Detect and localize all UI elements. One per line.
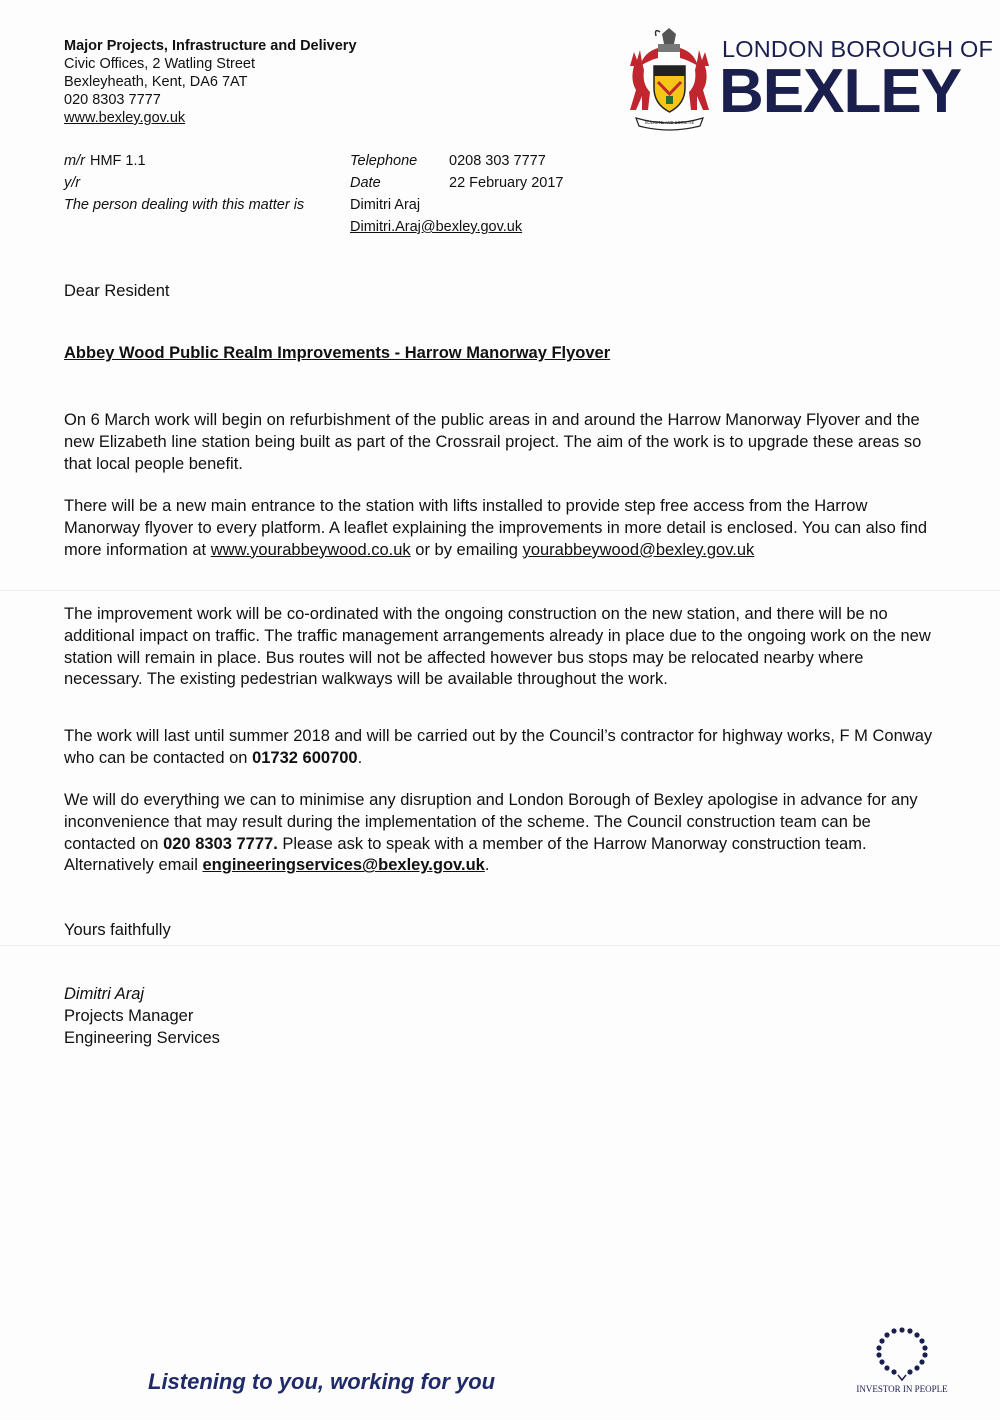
footer-slogan: Listening to you, working for you [148, 1369, 496, 1394]
ref-telephone-value: 0208 303 7777 [449, 153, 546, 169]
paragraph-3: The improvement work will be co-ordinated with the ongoing construction on the new station, and there will be no additional impact on traffic. The traffic management arrangements already in place due to the ongoing work on the new station will remain in place. Bus routes will not be affected however bus stops may be relocated nearby where necessary. The existing pedestrian walkways will be available throughout the work. [64, 605, 931, 689]
paragraph-4-text: The work will last until summer 2018 and will be carried out by the Council’s contractor for highway works, F M Conway who can be contacted on [64, 727, 933, 767]
logo-motto: SOLICITE AND SOCIETIE [644, 120, 695, 125]
logo-line-2: BEXLEY [719, 57, 962, 126]
ref-mr-label: m/r [64, 153, 85, 169]
sender-address-line: Civic Offices, 2 Watling Street [64, 56, 255, 72]
paragraph-4 [64, 726, 944, 770]
sender-address-line: Bexleyheath, Kent, DA6 7AT [64, 74, 248, 90]
paragraph-5-text: Please ask to speak with a member of the Harrow Manorway construction team. Alternatively email [64, 834, 867, 875]
paragraph-2-text: There will be a new main entrance to the station with lifts installed to provide step free access from the Harrow Manorway flyover to every platform. A leaflet explaining the improvements in more detail is enclosed. You can also find more information at [64, 497, 928, 559]
ref-date-label: Date [350, 175, 381, 191]
sender-website-link[interactable]: www.bexley.gov.uk [64, 110, 186, 126]
paragraph-5-end: . [484, 856, 490, 875]
salutation: Dear Resident [64, 282, 170, 300]
yourabbeywood-email-link[interactable]: yourabbeywood@bexley.gov.uk [522, 540, 755, 559]
bexley-logo [622, 26, 994, 136]
ref-telephone-label: Telephone [350, 153, 418, 169]
signature-title: Projects Manager [64, 1006, 194, 1025]
logo-line-1: LONDON BOROUGH OF [722, 36, 994, 62]
council-phone: 020 8303 7777. [163, 834, 278, 853]
laurel-wreath-icon [842, 1322, 962, 1382]
letter-subject: Abbey Wood Public Realm Improvements - Harrow Manorway Flyover [64, 344, 611, 362]
paragraph-5 [64, 790, 944, 877]
ref-contact-email-link[interactable]: Dimitri.Araj@bexley.gov.uk [350, 219, 523, 235]
ref-contact-name: Dimitri Araj [350, 197, 421, 213]
signature-department: Engineering Services [64, 1028, 220, 1047]
paragraph-5-text: We will do everything we can to minimise any disruption and London Borough of Bexley apologise in advance for any inconvenience that may result during the implementation of the scheme. The Council construction team can be contacted on [64, 791, 918, 853]
paragraph-4-end: . [357, 748, 363, 767]
ref-mr-value: HMF 1.1 [90, 153, 146, 169]
yourabbeywood-website-link[interactable]: www.yourabbeywood.co.uk [210, 540, 411, 559]
engineering-email-link[interactable]: engineeringservices@bexley.gov.uk [202, 856, 485, 875]
paper-fold [0, 945, 1000, 946]
paragraph-2-text: or by emailing [410, 540, 523, 559]
signature-block [64, 984, 220, 1049]
paragraph-2 [64, 496, 944, 561]
signature-name: Dimitri Araj [64, 985, 145, 1003]
contractor-phone: 01732 600700 [252, 748, 358, 767]
paragraph-1: On 6 March work will begin on refurbishment of the public areas in and around the Harrow Manorway Flyover and the new Elizabeth line station being built as part of the Crossrail project. The aim of the work is to upgrade these areas so that local people benefit. [64, 411, 922, 473]
paper-fold [0, 590, 1000, 591]
investor-in-people-badge [842, 1322, 962, 1402]
closing: Yours faithfully [64, 921, 171, 939]
sender-address-block [64, 37, 357, 127]
ref-person-label: The person dealing with this matter is [64, 197, 305, 213]
ref-date-value: 22 February 2017 [449, 175, 564, 191]
investor-in-people-label: INVESTOR IN PEOPLE [856, 1384, 948, 1394]
sender-department: Major Projects, Infrastructure and Delivery [64, 38, 357, 54]
sender-phone: 020 8303 7777 [64, 92, 161, 108]
ref-yr-label: y/r [64, 175, 81, 191]
coat-of-arms-icon [622, 26, 717, 131]
